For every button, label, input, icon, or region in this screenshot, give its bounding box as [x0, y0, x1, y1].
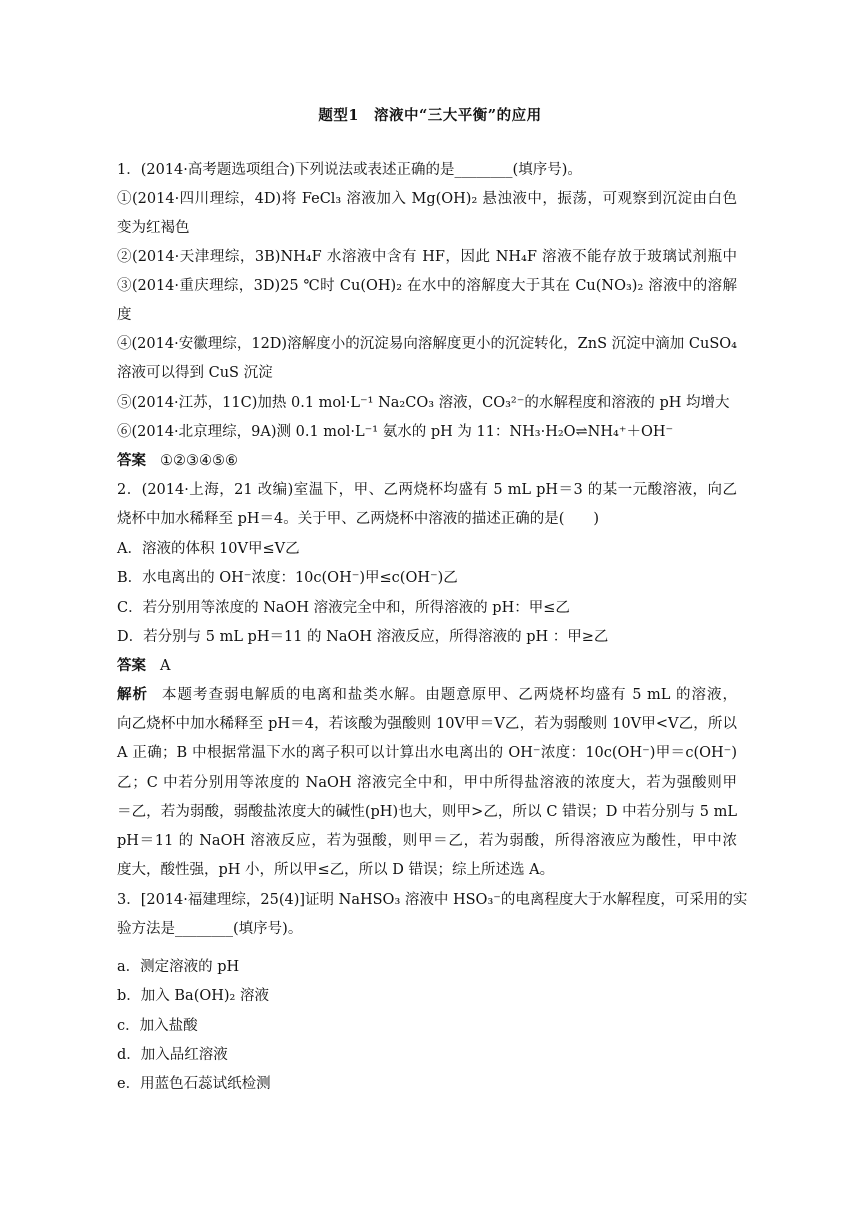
q2-option-c: C．若分别用等浓度的 NaOH 溶液完全中和，所得溶液的 pH：甲≤乙	[117, 600, 570, 616]
page-title: 题型1 溶液中“三大平衡”的应用	[318, 107, 542, 124]
q2-analysis-label: 解析	[117, 686, 148, 703]
q3-option-e: e．用蓝色石蕊试纸检测	[117, 1076, 271, 1092]
q2-analysis-text-1: 本题考查弱电解质的电离和盐类水解。由题意原甲、乙两烧杯均盛有 5 mL 的溶液，	[161, 687, 737, 703]
q1-option-3-line1: ③(2014·重庆理综，3D)25 ℃时 Cu(OH)₂ 在水中的溶解度大于其在 Cu(NO₃)₂ 溶液中的溶解	[117, 278, 737, 294]
q2-analysis-line4: 乙；C 中若分别用等浓度的 NaOH 溶液完全中和，甲中所得盐溶液的浓度大，若为强酸则甲	[117, 775, 737, 791]
q3-option-b: b．加入 Ba(OH)₂ 溶液	[117, 988, 269, 1004]
q2-answer-row	[117, 656, 737, 676]
q2-analysis-line5: ＝乙，若为弱酸，弱酸盐浓度大的碱性(pH)也大，则甲>乙，所以 C 错误；D 中若分别与 5 mL	[117, 804, 737, 820]
q2-option-a: A．溶液的体积 10V甲≤V乙	[117, 541, 300, 557]
q1-stem: 1．(2014·高考题选项组合)下列说法或表述正确的是________(填序号)。	[117, 162, 582, 178]
q3-stem-line1: 3．[2014·福建理综，25(4)]证明 NaHSO₃ 溶液中 HSO₃⁻的电离程度大于水解程度，可采用的实	[117, 892, 748, 908]
q2-analysis-line6: pH＝11 的 NaOH 溶液反应，若为强酸，则甲＝乙，若为弱酸，所得溶液应为酸性，甲中浓	[117, 833, 737, 849]
q2-analysis-line1	[117, 685, 737, 705]
q2-answer-value: A	[160, 658, 171, 674]
q3-stem-line2: 验方法是________(填序号)。	[117, 921, 303, 937]
q2-option-d: D．若分别与 5 mL pH＝11 的 NaOH 溶液反应，所得溶液的 pH ：甲≥乙	[117, 629, 609, 645]
q1-answer-value: ①②③④⑤⑥	[160, 453, 238, 469]
q1-option-1-line2: 变为红褐色	[117, 220, 190, 236]
q3-option-a: a．测定溶液的 pH	[117, 959, 240, 975]
q1-option-3-line2: 度	[117, 307, 132, 323]
q2-stem-line1: 2．(2014·上海，21 改编)室温下，甲、乙两烧杯均盛有 5 mL pH＝3 的某一元酸溶液，向乙	[117, 482, 737, 498]
q3-option-c: c．加入盐酸	[117, 1018, 198, 1034]
q1-option-2: ②(2014·天津理综，3B)NH₄F 水溶液中含有 HF，因此 NH₄F 溶液不能存放于玻璃试剂瓶中	[117, 249, 737, 265]
q2-analysis-line7: 度大，酸性强，pH 小，所以甲≤乙，所以 D 错误；综上所述选 A。	[117, 862, 555, 878]
q2-answer-label: 答案	[117, 657, 146, 674]
q1-option-5: ⑤(2014·江苏，11C)加热 0.1 mol·L⁻¹ Na₂CO₃ 溶液，CO₃²⁻的水解程度和溶液的 pH 均增大	[117, 395, 730, 411]
q1-option-6: ⑥(2014·北京理综，9A)测 0.1 mol·L⁻¹ 氨水的 pH 为 11：NH₃·H₂O⇌NH₄⁺＋OH⁻	[117, 424, 674, 440]
q2-stem-line2: 烧杯中加水稀释至 pH＝4。关于甲、乙两烧杯中溶液的描述正确的是( )	[117, 511, 600, 527]
q1-answer-row	[117, 451, 737, 471]
q1-option-4-line2: 溶液可以得到 CuS 沉淀	[117, 365, 273, 381]
q1-option-4-line1: ④(2014·安徽理综，12D)溶解度小的沉淀易向溶解度更小的沉淀转化，ZnS 沉淀中滴加 CuSO₄	[117, 336, 737, 352]
q2-analysis-line2: 向乙烧杯中加水稀释至 pH＝4，若该酸为强酸则 10V甲＝V乙，若为弱酸则 10V甲<V乙，所以	[117, 716, 737, 732]
q1-answer-label: 答案	[117, 452, 146, 469]
q2-analysis-line3: A 正确；B 中根据常温下水的离子积可以计算出水电离出的 OH⁻浓度：10c(OH⁻)甲＝c(OH⁻)	[117, 745, 737, 761]
q1-option-1-line1: ①(2014·四川理综，4D)将 FeCl₃ 溶液加入 Mg(OH)₂ 悬浊液中，振荡，可观察到沉淀由白色	[117, 191, 737, 207]
q2-option-b: B．水电离出的 OH⁻浓度：10c(OH⁻)甲≤c(OH⁻)乙	[117, 570, 458, 586]
q3-option-d: d．加入品红溶液	[117, 1047, 228, 1063]
